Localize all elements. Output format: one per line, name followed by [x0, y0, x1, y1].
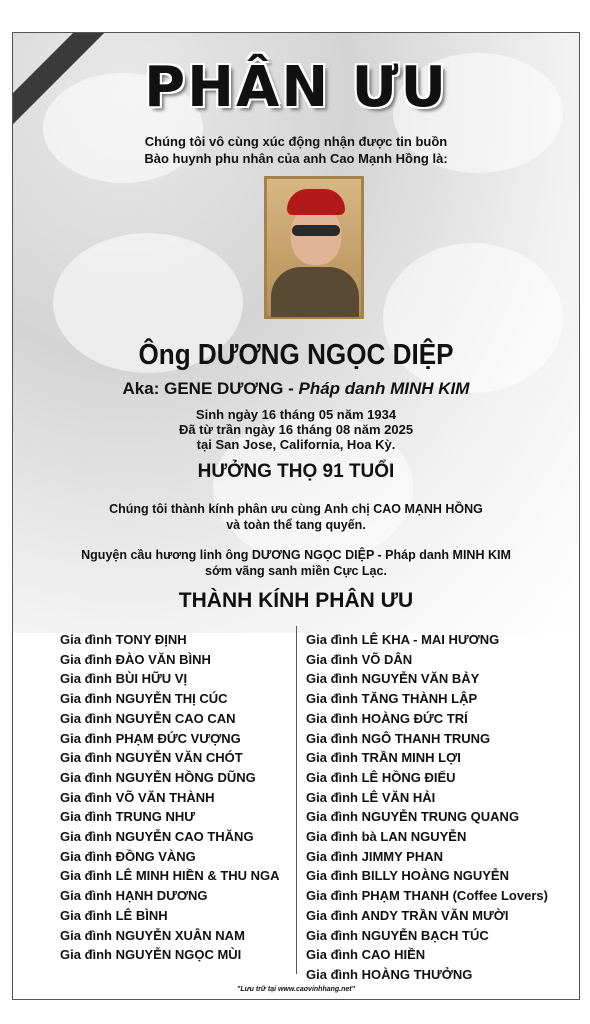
deceased-aka — [13, 379, 579, 399]
family-entry: Gia đình LÊ MINH HIỀN & THU NGA — [60, 868, 280, 884]
age-heading: HƯỞNG THỌ 91 TUỔI — [197, 461, 395, 482]
condolence-text — [13, 501, 579, 533]
deceased-name: Ông DƯƠNG NGỌC DIỆP — [138, 339, 454, 371]
family-entry: Gia đình NGUYỄN XUÂN NAM — [60, 927, 245, 943]
family-entry: Gia đình NGUYỄN THỊ CÚC — [60, 691, 228, 707]
family-entry: Gia đình BÙI HỮU VỊ — [60, 671, 188, 687]
family-entry: Gia đình ĐÀO VĂN BÌNH — [60, 651, 211, 667]
dharma-name: Pháp danh MINH KIM — [298, 379, 470, 398]
family-entry: Gia đình ANDY TRẦN VĂN MƯỜI — [306, 907, 509, 923]
prayer-line-1: Nguyện cầu hương linh ông DƯƠNG NGỌC DIỆP - Pháp danh MINH KIM — [81, 548, 511, 562]
family-entry: Gia đình JIMMY PHAN — [306, 848, 443, 864]
column-divider — [296, 626, 297, 974]
family-entry: Gia đình TRUNG NHƯ — [60, 809, 196, 825]
family-entry: Gia đình NGUYỄN TRUNG QUANG — [306, 809, 520, 825]
intro-line-1: Chúng tôi vô cùng xúc động nhận được tin buồn — [144, 134, 448, 149]
family-entry: Gia đình TĂNG THÀNH LẬP — [306, 691, 478, 707]
death-date: Đã từ trần ngày 16 tháng 08 năm 2025 — [178, 422, 414, 437]
obituary-card — [12, 32, 580, 1000]
family-entry: Gia đình NGUYỄN HỒNG DŨNG — [60, 769, 256, 785]
flower-background — [13, 33, 579, 633]
family-entry: Gia đình BILLY HOÀNG NGUYỄN — [306, 868, 509, 884]
condolence-line-2: và toàn thể tang quyến. — [226, 518, 366, 532]
family-entry: Gia đình TONY ĐỊNH — [60, 632, 187, 647]
portrait-photo — [264, 176, 364, 319]
families-list-left — [60, 630, 280, 965]
family-entry: Gia đình VÕ VĂN THÀNH — [60, 789, 215, 805]
family-entry: Gia đình HOÀNG THƯỞNG — [306, 966, 473, 982]
page-title: PHÂN ƯU — [144, 55, 448, 120]
prayer-line-2: sớm vãng sanh miền Cực Lạc. — [205, 564, 387, 578]
family-entry: Gia đình HOÀNG ĐỨC TRÍ — [306, 710, 468, 726]
family-entry: Gia đình VÕ DÂN — [306, 651, 413, 667]
family-entry: Gia đình NGUYỄN VĂN CHÓT — [60, 750, 243, 766]
family-entry: Gia đình NGUYỄN VĂN BẢY — [306, 671, 480, 687]
birth-date: Sinh ngày 16 tháng 05 năm 1934 — [195, 407, 397, 422]
family-entry: Gia đình NGUYỄN BẠCH TÚC — [306, 927, 489, 943]
family-entry: Gia đình NGUYỄN CAO CAN — [60, 710, 236, 726]
footer-credit: "Lưu trữ tại www.caovinhhang.net" — [237, 986, 355, 993]
family-entry: Gia đình NGUYỄN NGỌC MÙI — [60, 947, 242, 963]
family-entry: Gia đình bà LAN NGUYỄN — [306, 829, 467, 845]
family-entry: Gia đình NGÔ THANH TRUNG — [306, 730, 491, 746]
family-entry: Gia đình NGUYỄN CAO THĂNG — [60, 829, 254, 845]
family-entry: Gia đình TRẦN MINH LỢI — [306, 750, 461, 766]
death-place: tại San Jose, California, Hoa Kỳ. — [196, 437, 396, 452]
aka-name: Aka: GENE DƯƠNG - — [122, 379, 299, 398]
family-entry: Gia đình PHẠM THANH (Coffee Lovers) — [306, 888, 548, 904]
family-entry: Gia đình CAO HIỀN — [306, 947, 426, 963]
life-dates — [13, 407, 579, 452]
condolence-line-1: Chúng tôi thành kính phân ưu cùng Anh chị CAO MẠNH HỒNG — [109, 502, 483, 516]
prayer-text — [13, 547, 579, 579]
family-entry: Gia đình LÊ VĂN HẢI — [306, 789, 436, 805]
family-entry: Gia đình PHẠM ĐỨC VƯỢNG — [60, 730, 241, 746]
family-entry: Gia đình LÊ HỒNG ĐIỂU — [306, 769, 456, 785]
family-entry: Gia đình LÊ BÌNH — [60, 907, 168, 923]
family-entry: Gia đình LÊ KHA - MAI HƯƠNG — [306, 632, 500, 647]
intro-line-2: Bào huynh phu nhân của anh Cao Mạnh Hồng là: — [144, 151, 448, 166]
family-entry: Gia đình HẠNH DƯƠNG — [60, 888, 208, 904]
intro-text — [13, 133, 579, 167]
family-entry: Gia đình ĐỒNG VÀNG — [60, 848, 196, 864]
families-list-right — [306, 630, 548, 985]
closing-heading: THÀNH KÍNH PHÂN ƯU — [178, 589, 414, 612]
